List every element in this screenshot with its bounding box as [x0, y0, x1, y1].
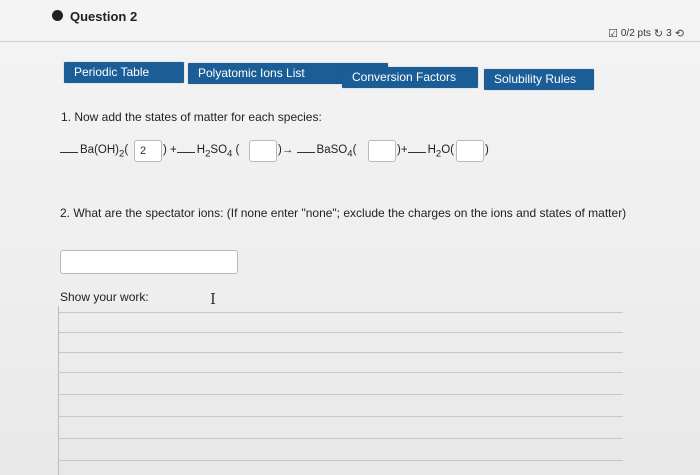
work-line — [59, 352, 623, 353]
work-line — [59, 460, 623, 461]
reaction-arrow: → — [281, 144, 294, 156]
work-line — [59, 438, 623, 439]
text-cursor-icon: I — [210, 290, 216, 308]
work-label: Show your work: — [60, 290, 149, 304]
question-header — [0, 0, 700, 42]
state-input-2[interactable] — [249, 140, 277, 162]
species-2 — [163, 144, 239, 159]
species-3 — [278, 144, 356, 159]
work-line — [59, 372, 623, 373]
plus-sign-1: + — [170, 144, 177, 156]
close-paren-4: ) — [485, 144, 489, 156]
work-textarea[interactable] — [58, 306, 622, 475]
spectator-ions-input[interactable] — [60, 250, 238, 274]
close-paren-3: ) — [397, 144, 401, 156]
work-line — [59, 312, 623, 313]
part1-prompt: 1. Now add the states of matter for each species: — [61, 110, 322, 124]
attempts-count: 3 — [666, 28, 672, 39]
tab-conversion-factors[interactable]: Conversion Factors — [342, 67, 478, 88]
work-line — [59, 416, 623, 417]
coefficient-blank-2 — [177, 152, 195, 153]
species-2-formula: $H_2SO_4$ ( — [196, 144, 240, 160]
state-input-3[interactable] — [368, 140, 396, 162]
coefficient-blank-4 — [408, 152, 426, 153]
close-paren-1: ) — [163, 144, 167, 156]
tab-periodic-table[interactable]: Periodic Table — [64, 62, 184, 83]
species-1-formula: $Ba(OH)_2$( — [80, 144, 129, 160]
edit-icon[interactable]: ☑ — [608, 28, 618, 40]
species-4-formula: $H_2O$( — [427, 144, 454, 160]
equation-row — [60, 138, 580, 164]
state-input-4[interactable] — [456, 140, 484, 162]
species-1 — [60, 144, 128, 159]
species-3-formula: BaSO$_4$( — [316, 144, 357, 160]
tab-solubility-rules[interactable]: Solubility Rules — [484, 69, 594, 90]
work-line — [59, 394, 623, 395]
reference-tabs — [64, 62, 604, 94]
question-title: Question 2 — [70, 9, 138, 24]
coefficient-blank-1 — [60, 152, 78, 153]
points-label: 0/2 pts — [620, 28, 651, 39]
state-input-1[interactable]: 2 — [134, 140, 162, 162]
close-paren-2: ) — [278, 144, 282, 156]
refresh-icon[interactable]: ↻ — [653, 28, 664, 40]
species-4 — [397, 144, 454, 159]
tab-polyatomic-ions[interactable]: Polyatomic Ions List — [188, 63, 388, 84]
coefficient-blank-3 — [297, 152, 315, 153]
redo-icon[interactable]: ⟲ — [674, 28, 684, 40]
points-area — [608, 27, 684, 40]
part2-prompt: 2. What are the spectator ions: (If none enter "none"; exclude the charges on the ions and states of matter) — [60, 206, 627, 220]
question-bullet-icon — [52, 10, 63, 21]
plus-sign-2: + — [400, 144, 408, 156]
work-line — [59, 332, 623, 333]
